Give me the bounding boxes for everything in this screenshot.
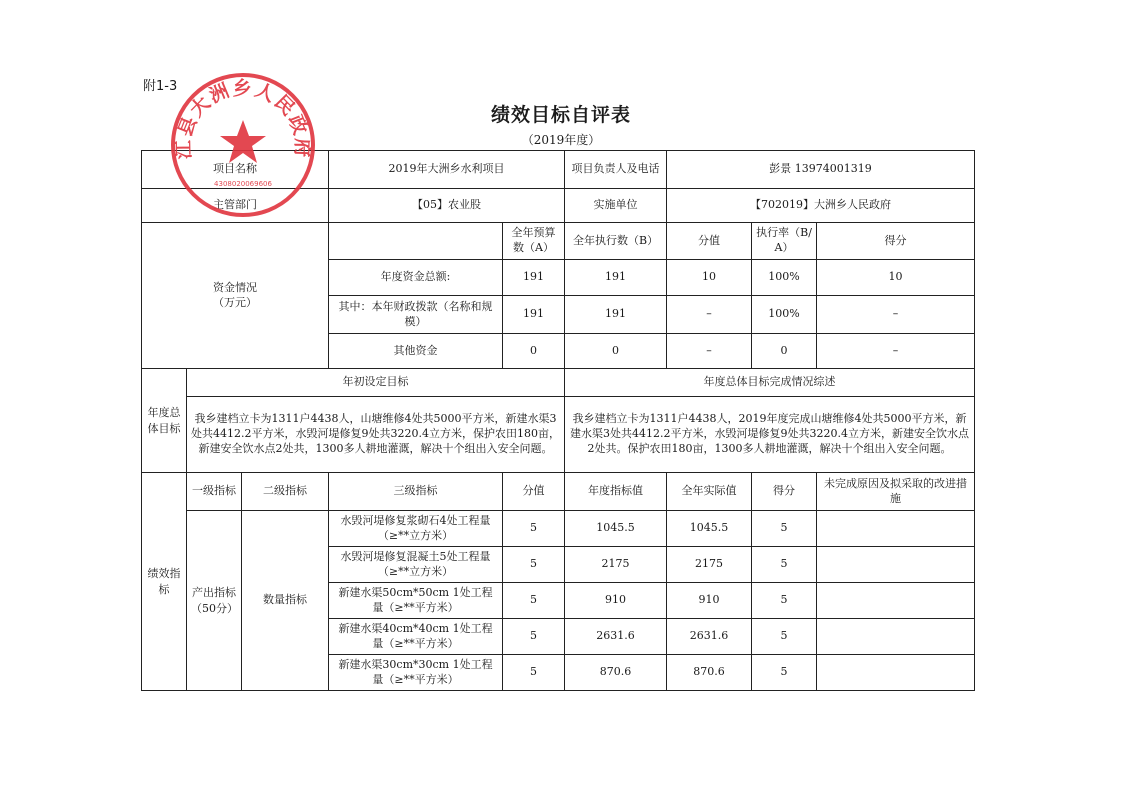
perf-row-reason [817,655,975,691]
perf-row-value: 5 [503,583,565,619]
goals-section-label: 年度总体目标 [142,369,187,473]
dept-label: 主管部门 [142,189,329,223]
funds-row-rate: 100% [752,296,817,334]
funds-row-score: – [817,296,975,334]
goals-initial-text: 我乡建档立卡为1311户4438人，山塘维修4处共5000平方米，新建水渠3处共4412.2平方米，水毁河堤修复9处共3220.4立方米，保护农田180亩，新建安全饮水点2处共，1300多人耕地灌溉，解决十个组出入安全问题。 [187,397,565,473]
perf-level2: 数量指标 [242,511,329,691]
perf-row-value: 5 [503,619,565,655]
perf-row-reason [817,619,975,655]
goals-content-row [142,397,975,473]
perf-row-target: 2631.6 [565,619,667,655]
page-title: 绩效目标自评表 [490,104,631,126]
perf-header-level3: 三级指标 [329,473,503,511]
project-name: 2019年大洲乡水利项目 [329,151,565,189]
funds-row-rate: 100% [752,260,817,296]
funds-row-budget: 191 [503,260,565,296]
project-name-label: 项目名称 [142,151,329,189]
perf-row-actual: 2175 [667,547,752,583]
perf-row-actual: 2631.6 [667,619,752,655]
perf-row-target: 1045.5 [565,511,667,547]
funds-header-budget: 全年预算数（A） [503,223,565,260]
funds-row-value: – [667,296,752,334]
goals-initial-header: 年初设定目标 [187,369,565,397]
page-subtitle: （2019年度） [521,133,601,147]
perf-header-level1: 一级指标 [187,473,242,511]
perf-section-label: 绩效指标 [142,473,187,691]
perf-row-name: 新建水渠40cm*40cm 1处工程量（≥**平方米） [329,619,503,655]
perf-row-target: 910 [565,583,667,619]
self-evaluation-table [141,150,975,691]
perf-level1: 产出指标（50分） [187,511,242,691]
perf-row-score: 5 [752,583,817,619]
funds-header-score: 得分 [817,223,975,260]
funds-row-score: 10 [817,260,975,296]
funds-row-value: – [667,334,752,369]
seal-text: 江县大洲乡人民政府 [172,77,314,160]
funds-header-row [142,223,975,260]
owner-label: 项目负责人及电话 [565,151,667,189]
funds-row-label: 其他资金 [329,334,503,369]
funds-row-exec: 191 [565,260,667,296]
attachment-label: 附1-3 [143,79,178,94]
perf-row [142,511,975,547]
perf-row-score: 5 [752,547,817,583]
perf-row-name: 水毁河堤修复浆砌石4处工程量（≥**立方米） [329,511,503,547]
perf-header-reason: 未完成原因及拟采取的改进措施 [817,473,975,511]
seal-star-icon [220,120,266,163]
funds-row-label: 其中：本年财政拨款（名称和规模） [329,296,503,334]
funds-header-value: 分值 [667,223,752,260]
perf-header-level2: 二级指标 [242,473,329,511]
official-seal [168,70,318,220]
owner-value: 彭景 13974001319 [667,151,975,189]
funds-row-exec: 0 [565,334,667,369]
perf-row-target: 2175 [565,547,667,583]
perf-row-reason [817,583,975,619]
funds-row-exec: 191 [565,296,667,334]
perf-header-target: 年度指标值 [565,473,667,511]
perf-row-actual: 910 [667,583,752,619]
funds-unit: （万元） [213,295,258,309]
funds-row-rate: 0 [752,334,817,369]
funds-header-blank [329,223,503,260]
perf-row-reason [817,547,975,583]
perf-row-name: 新建水渠30cm*30cm 1处工程量（≥**平方米） [329,655,503,691]
funds-row-score: – [817,334,975,369]
unit-value: 【702019】大洲乡人民政府 [667,189,975,223]
perf-row-reason [817,511,975,547]
funds-label: 资金情况 [213,280,258,294]
perf-header-value: 分值 [503,473,565,511]
perf-row-value: 5 [503,547,565,583]
funds-row-label: 年度资金总额: [329,260,503,296]
funds-row-budget: 0 [503,334,565,369]
funds-header-exec: 全年执行数（B） [565,223,667,260]
funds-section-label [142,223,329,369]
seal-code: 4308020069606 [214,180,272,188]
perf-row-actual: 1045.5 [667,511,752,547]
perf-row-score: 5 [752,655,817,691]
perf-header-actual: 全年实际值 [667,473,752,511]
funds-header-rate: 执行率（B/A） [752,223,817,260]
perf-header-row [142,473,975,511]
goals-header-row [142,369,975,397]
unit-label: 实施单位 [565,189,667,223]
goals-summary-header: 年度总体目标完成情况综述 [565,369,975,397]
perf-row-name: 水毁河堤修复混凝土5处工程量（≥**立方米） [329,547,503,583]
goals-summary-text: 我乡建档立卡为1311户4438人，2019年度完成山塘维修4处共5000平方米，新建水渠3处共4412.2平方米，水毁河堤修复9处共3220.4立方米，新建安全饮水点2处共。保护农田180亩，1300多人耕地灌溉，解决十个组出入安全问题。 [565,397,975,473]
perf-row-value: 5 [503,511,565,547]
perf-row-score: 5 [752,511,817,547]
perf-row-name: 新建水渠50cm*50cm 1处工程量（≥**平方米） [329,583,503,619]
perf-row-score: 5 [752,619,817,655]
perf-row-target: 870.6 [565,655,667,691]
funds-row-value: 10 [667,260,752,296]
perf-header-score: 得分 [752,473,817,511]
perf-row-value: 5 [503,655,565,691]
funds-row-budget: 191 [503,296,565,334]
perf-row-actual: 870.6 [667,655,752,691]
dept-value: 【05】农业股 [329,189,565,223]
